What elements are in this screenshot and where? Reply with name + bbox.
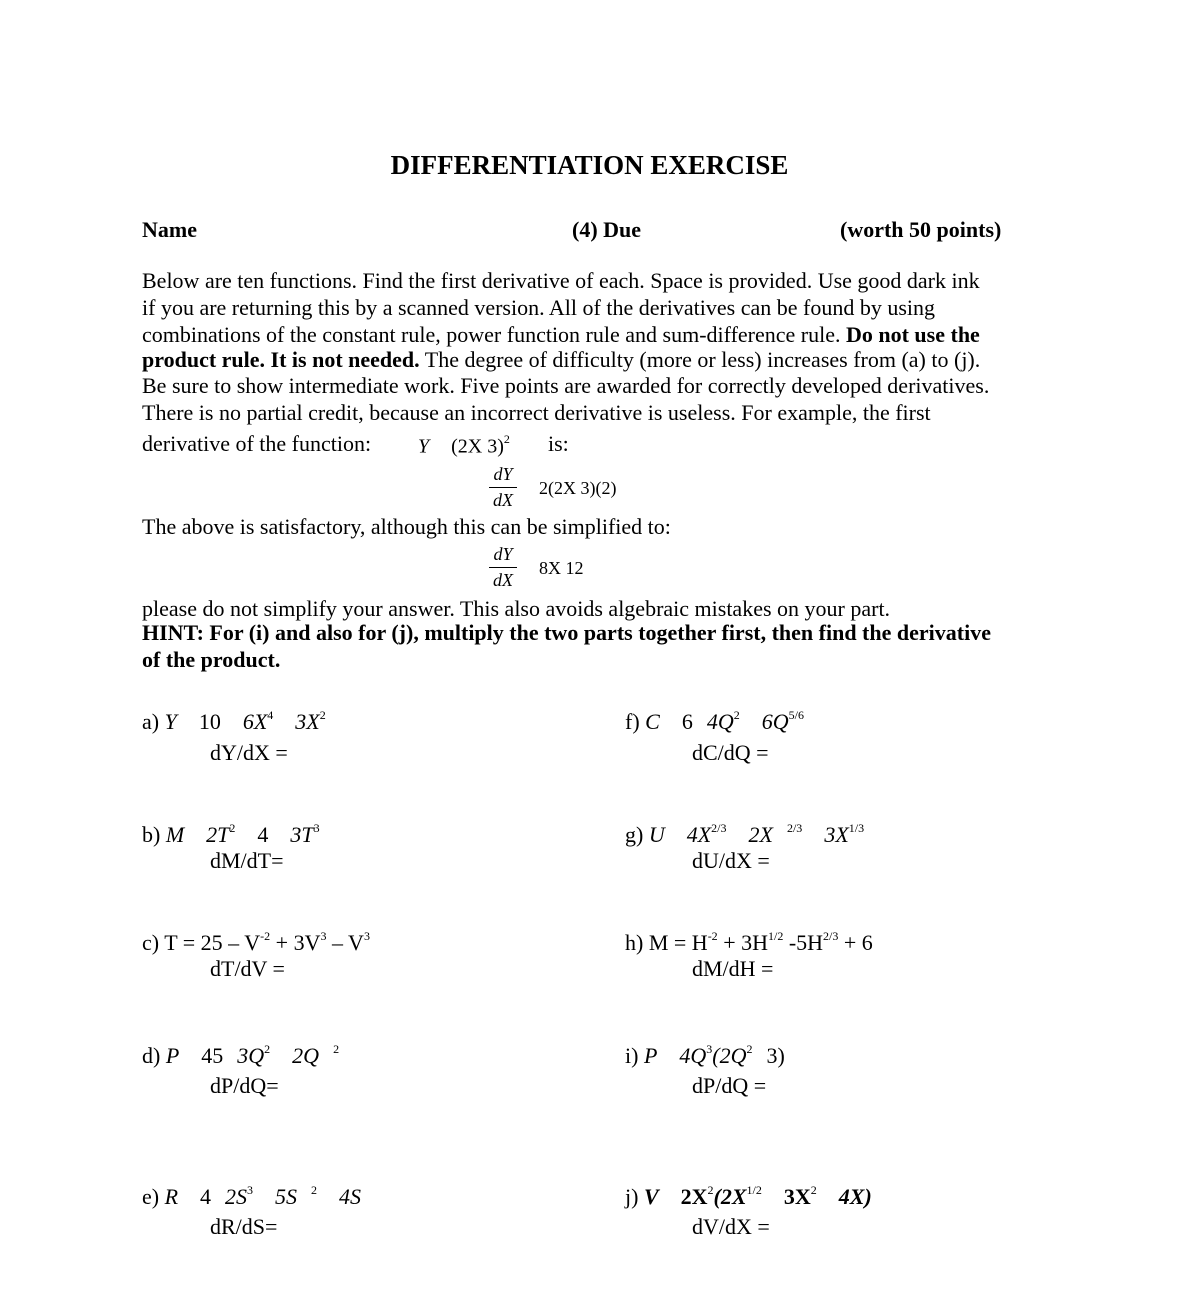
problem-g-e1: 2/3 [711, 820, 727, 835]
problem-e-label: e) [142, 1184, 160, 1209]
problem-j-t1: 2X [680, 1184, 708, 1209]
problem-e-t4: 4S [339, 1184, 362, 1209]
frac-denominator: dX [493, 490, 513, 510]
problem-c-label: c) [142, 930, 160, 955]
problem-g-t3: 3X [824, 822, 849, 847]
problem-h-expr-c: -5H [783, 930, 824, 955]
problem-i-label: i) [625, 1043, 639, 1068]
problem-b-t1: 2T [206, 822, 230, 847]
problem-f-e2: 2 [733, 707, 740, 722]
problem-h-expr-a: M = H [648, 930, 708, 955]
problem-e-e3: 2 [311, 1182, 318, 1197]
satisfactory-text: The above is satisfactory, although this can be simplified to: [142, 514, 671, 539]
problem-c-expr-b: + 3V [270, 930, 321, 955]
instructions-line-4 [142, 347, 980, 373]
problem-g-e2: 2/3 [786, 820, 803, 835]
problem-i-e1: 3 [706, 1041, 713, 1056]
problem-h-label: h) [625, 930, 644, 955]
example-derivative-1: 2(2X 3)(2) [539, 478, 617, 498]
problem-b-answer-label: dM/dT= [210, 848, 284, 873]
problem-f [625, 709, 804, 735]
due-label: (4) Due [572, 217, 642, 242]
example-derivative-2: 8X 12 [539, 558, 584, 578]
problem-b-label: b) [142, 822, 161, 847]
problem-c-e1: -2 [260, 928, 271, 943]
example-fraction-2 [488, 544, 518, 591]
problem-d [142, 1043, 339, 1069]
problem-f-var: C [645, 709, 660, 734]
example-fraction-1 [488, 464, 518, 511]
problem-i-answer-label: dP/dQ = [692, 1073, 767, 1098]
problem-d-t3: 2Q [292, 1043, 320, 1068]
problem-c-expr-c: – V [326, 930, 364, 955]
problem-a-e2: 4 [267, 707, 274, 722]
example-fn-var: Y [418, 435, 430, 458]
problem-f-t3: 6Q [761, 709, 789, 734]
instructions-line-2: if you are returning this by a scanned version. All of the derivatives can be found by using [142, 295, 936, 320]
problem-d-answer-label: dP/dQ= [210, 1073, 279, 1098]
problem-a-answer-label: dY/dX = [210, 740, 288, 765]
page-title: DIFFERENTIATION EXERCISE [390, 150, 789, 180]
problem-a-t3: 3X [295, 709, 320, 734]
problem-i-var: P [643, 1043, 658, 1068]
problem-j-var: V [643, 1184, 659, 1209]
example-is: is: [548, 431, 569, 456]
instructions-line-3-text: combinations of the constant rule, power function rule and sum-difference rule. [142, 322, 841, 347]
problem-f-answer-label: dC/dQ = [692, 740, 769, 765]
problem-b-t3: 3T [290, 822, 314, 847]
problem-f-e3: 5/6 [788, 707, 804, 722]
problem-c-e2: 3 [320, 928, 327, 943]
problem-f-label: f) [625, 709, 640, 734]
frac-numerator: dY [493, 464, 513, 484]
problem-h-e3: 2/3 [823, 928, 839, 943]
instructions-line-4-text: The degree of difficulty (more or less) increases from (a) to (j). [424, 347, 981, 372]
instructions-line-3 [142, 322, 980, 348]
problem-g-t1: 4X [686, 822, 712, 847]
problem-e-e2: 3 [247, 1182, 254, 1197]
problem-j-answer-label: dV/dX = [692, 1214, 770, 1239]
problem-h-expr-b: + 3H [717, 930, 768, 955]
problem-a-var: Y [164, 709, 177, 734]
problem-a-t2: 6X [242, 709, 268, 734]
problem-e-t3: 5S [275, 1184, 298, 1209]
problem-h-answer-label: dM/dH = [692, 956, 774, 981]
problem-a-t1: 10 [198, 709, 221, 734]
problem-h-expr-d: + 6 [838, 930, 873, 955]
instructions-line-6: There is no partial credit, because an incorrect derivative is useless. For example, the first [142, 400, 931, 425]
name-label: Name [142, 217, 197, 242]
problem-d-t1: 45 [201, 1043, 224, 1068]
problem-c-expr-a: T = 25 – V [164, 930, 261, 955]
hint-line-2: of the product. [142, 647, 281, 672]
problem-e-answer-label: dR/dS= [210, 1214, 278, 1239]
problem-h [625, 930, 873, 956]
problem-c-e3: 3 [363, 928, 370, 943]
problem-e [142, 1184, 361, 1210]
problem-d-e2: 2 [264, 1041, 271, 1056]
problem-b-t2: 4 [257, 822, 269, 847]
problem-b-var: M [165, 822, 185, 847]
problem-g-e3: 1/3 [848, 820, 865, 835]
instructions-line-4-bold: product rule. It is not needed. [142, 347, 420, 372]
problem-e-t1: 4 [200, 1184, 212, 1209]
problem-j-t4: 4X) [838, 1184, 872, 1209]
problem-d-var: P [165, 1043, 180, 1068]
frac-numerator: dY [493, 544, 513, 564]
problem-f-t2: 4Q [706, 709, 734, 734]
problem-d-t2: 3Q [237, 1043, 265, 1068]
no-simplify-text: please do not simplify your answer. This also avoids algebraic mistakes on your part. [142, 596, 891, 621]
problem-d-label: d) [142, 1043, 161, 1068]
problem-j-e1: 2 [707, 1182, 714, 1197]
problem-g-answer-label: dU/dX = [692, 848, 770, 873]
problem-a-e3: 2 [319, 707, 326, 722]
problem-j-t2: (2X [713, 1184, 747, 1209]
problem-c-answer-label: dT/dV = [210, 956, 285, 981]
problem-b-e1: 2 [229, 820, 236, 835]
problem-i-t2: (2Q [712, 1043, 747, 1068]
problem-g [625, 822, 864, 848]
problem-h-e2: 1/2 [767, 928, 784, 943]
problem-j-t3: 3X [783, 1184, 811, 1209]
problem-f-t1: 6 [681, 709, 693, 734]
instructions-line-3-bold: Do not use the [845, 322, 980, 347]
problem-b [142, 822, 320, 848]
problem-j-e3: 2 [810, 1182, 817, 1197]
instructions-line-7: derivative of the function: [142, 431, 372, 456]
problem-g-label: g) [625, 822, 644, 847]
example-fn-exp: 2 [503, 432, 510, 446]
problem-b-e3: 3 [313, 820, 320, 835]
problem-g-var: U [648, 822, 665, 847]
problem-e-var: R [164, 1184, 179, 1209]
problem-j-label: j) [625, 1184, 639, 1209]
problem-h-e1: -2 [707, 928, 718, 943]
problem-c [142, 930, 370, 956]
frac-denominator: dX [493, 570, 513, 590]
problem-i-t3: 3) [766, 1043, 785, 1068]
problem-e-t2: 2S [225, 1184, 248, 1209]
example-function [418, 434, 510, 459]
problem-a-label: a) [142, 709, 160, 734]
problem-j [625, 1184, 872, 1210]
worth-label: (worth 50 points) [840, 217, 1002, 242]
instructions-line-1: Below are ten functions. Find the first derivative of each. Space is provided. Use good dark ink [142, 268, 980, 293]
instructions-line-5: Be sure to show intermediate work. Five points are awarded for correctly developed derivatives. [142, 373, 990, 398]
problem-i-t1: 4Q [679, 1043, 707, 1068]
example-fn-rhs: (2X 3) [451, 435, 504, 458]
problem-i-e2: 2 [746, 1041, 753, 1056]
problem-i [625, 1043, 785, 1069]
problem-g-t2: 2X [748, 822, 773, 847]
problem-j-e2: 1/2 [746, 1182, 762, 1197]
problem-d-e3: 2 [333, 1041, 340, 1056]
hint-line-1: HINT: For (i) and also for (j), multiply the two parts together first, then find the derivative [142, 620, 991, 645]
problem-a [142, 709, 326, 735]
